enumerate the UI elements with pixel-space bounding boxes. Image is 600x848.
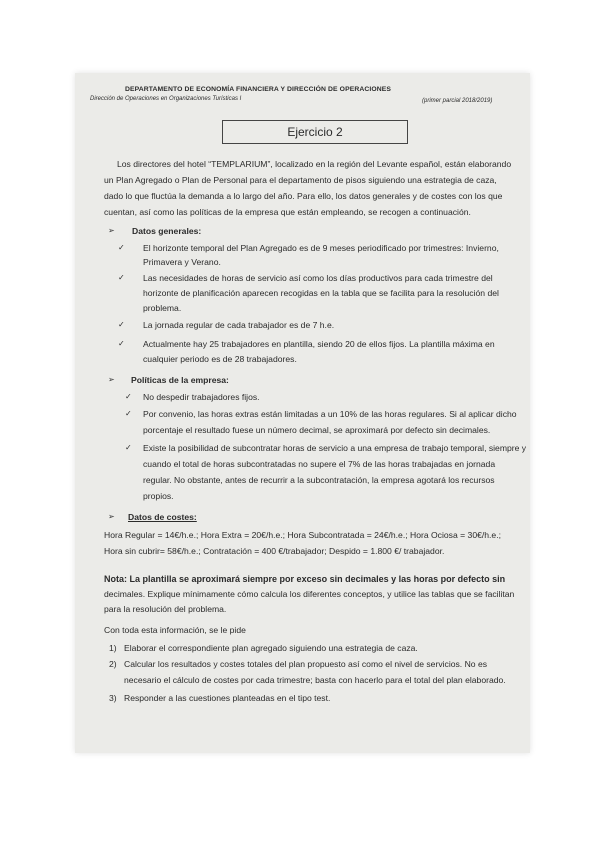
exercise-title-box [222, 120, 408, 144]
policy-item-line: No despedir trabajadores fijos. [143, 392, 260, 402]
task-number: 1) [109, 643, 117, 653]
task-number: 2) [109, 659, 117, 669]
general-heading: Datos generales: [132, 226, 202, 236]
check-icon: ✓ [118, 273, 125, 282]
note-line: Nota: La plantilla se aproximará siempre por exceso sin decimales y las horas por defecto sin [104, 574, 506, 584]
course-name: Dirección de Operaciones en Organizaciones Turísticas I [90, 96, 242, 102]
task-text: Calcular los resultados y costes totales del plan propuesto así como el nivel de servicios. No es [124, 659, 488, 669]
check-icon: ✓ [118, 339, 125, 348]
intro-line: un Plan Agregado o Plan de Personal para el departamento de pisos siguiendo una estrategia de caza, [104, 175, 497, 185]
general-item-line: Primavera y Verano. [143, 257, 221, 267]
policies-heading: Políticas de la empresa: [131, 375, 229, 385]
policy-item-line: porcentaje el resultado fuese un número decimal, se aproximará por defecto sin decimales. [143, 425, 491, 435]
general-item-line: problema. [143, 303, 182, 313]
policy-item-line: cuando el total de horas subcontratadas no supere el 7% de las horas trabajadas en jornada [143, 459, 496, 469]
check-icon: ✓ [125, 392, 132, 401]
general-item-line: El horizonte temporal del Plan Agregado es de 9 meses periodificado por trimestres: Invierno, [143, 243, 499, 253]
task-text: necesario el cálculo de costes por cada trimestre; basta con hacerlo para el total del plan elaborado. [124, 675, 506, 685]
general-item-line: Actualmente hay 25 trabajadores en plantilla, siendo 20 de ellos fijos. La plantilla máxima en [143, 339, 495, 349]
arrow-bullet-icon: ➢ [108, 375, 115, 384]
note-line: para la resolución del problema. [104, 604, 227, 614]
costs-heading: Datos de costes: [128, 512, 197, 522]
check-icon: ✓ [125, 409, 132, 418]
department-heading: DEPARTAMENTO DE ECONOMÍA FINANCIERA Y DIRECCIÓN DE OPERACIONES [125, 86, 392, 93]
arrow-bullet-icon: ➢ [108, 226, 115, 235]
exam-label: (primer parcial 2018/2019) [422, 98, 493, 104]
general-item-line: La jornada regular de cada trabajador es de 7 h.e. [143, 320, 335, 330]
general-item-line: cualquier periodo es de 28 trabajadores. [143, 354, 297, 364]
check-icon: ✓ [118, 320, 125, 329]
policy-item-line: regular. No obstante, antes de recurrir a la subcontratación, la empresa agotará los recursos [143, 475, 495, 485]
policy-item-line: Por convenio, las horas extras están limitadas a un 10% de las horas regulares. Si al aplicar dicho [143, 409, 517, 419]
general-item-line: horizonte de planificación aparecen recogidas en la tabla que se facilita para la resolución del [143, 288, 499, 298]
check-icon: ✓ [118, 243, 125, 252]
intro-line: dado lo que fluctúa la demanda a lo largo del año. Para ello, los datos generales y de costes con los que [104, 191, 503, 201]
intro-line: Los directores del hotel “TEMPLARIUM”, localizado en la región del Levante español, están elaborando [117, 159, 512, 169]
check-icon: ✓ [125, 443, 132, 452]
policy-item-line: propios. [143, 491, 174, 501]
costs-line: Hora sin cubrir= 58€/h.e.; Contratación = 400 €/trabajador; Despido = 1.800 €/ trabajador. [104, 546, 445, 556]
task-text: Elaborar el correspondiente plan agregado siguiendo una estrategia de caza. [124, 643, 418, 653]
intro-line: cuentan, así como las políticas de la empresa que están empleando, se recogen a continuación. [104, 207, 471, 217]
arrow-bullet-icon: ➢ [108, 512, 115, 521]
costs-line: Hora Regular = 14€/h.e.; Hora Extra = 20€/h.e.; Hora Subcontratada = 24€/h.e.; Hora Ociosa = 30€/h.e.; [104, 530, 501, 540]
task-number: 3) [109, 693, 117, 703]
tasks-intro: Con toda esta información, se le pide [104, 625, 246, 635]
policy-item-line: Existe la posibilidad de subcontratar horas de servicio a una empresa de trabajo temporal, siempre y [143, 443, 527, 453]
note-line: decimales. Explique mínimamente cómo calcula los diferentes conceptos, y utilice las tablas que se facilitan [104, 589, 515, 599]
general-item-line: Las necesidades de horas de servicio así como los días productivos para cada trimestre del [143, 273, 493, 283]
task-text: Responder a las cuestiones planteadas en el tipo test. [124, 693, 331, 703]
exercise-title: Ejercicio 2 [287, 125, 343, 139]
